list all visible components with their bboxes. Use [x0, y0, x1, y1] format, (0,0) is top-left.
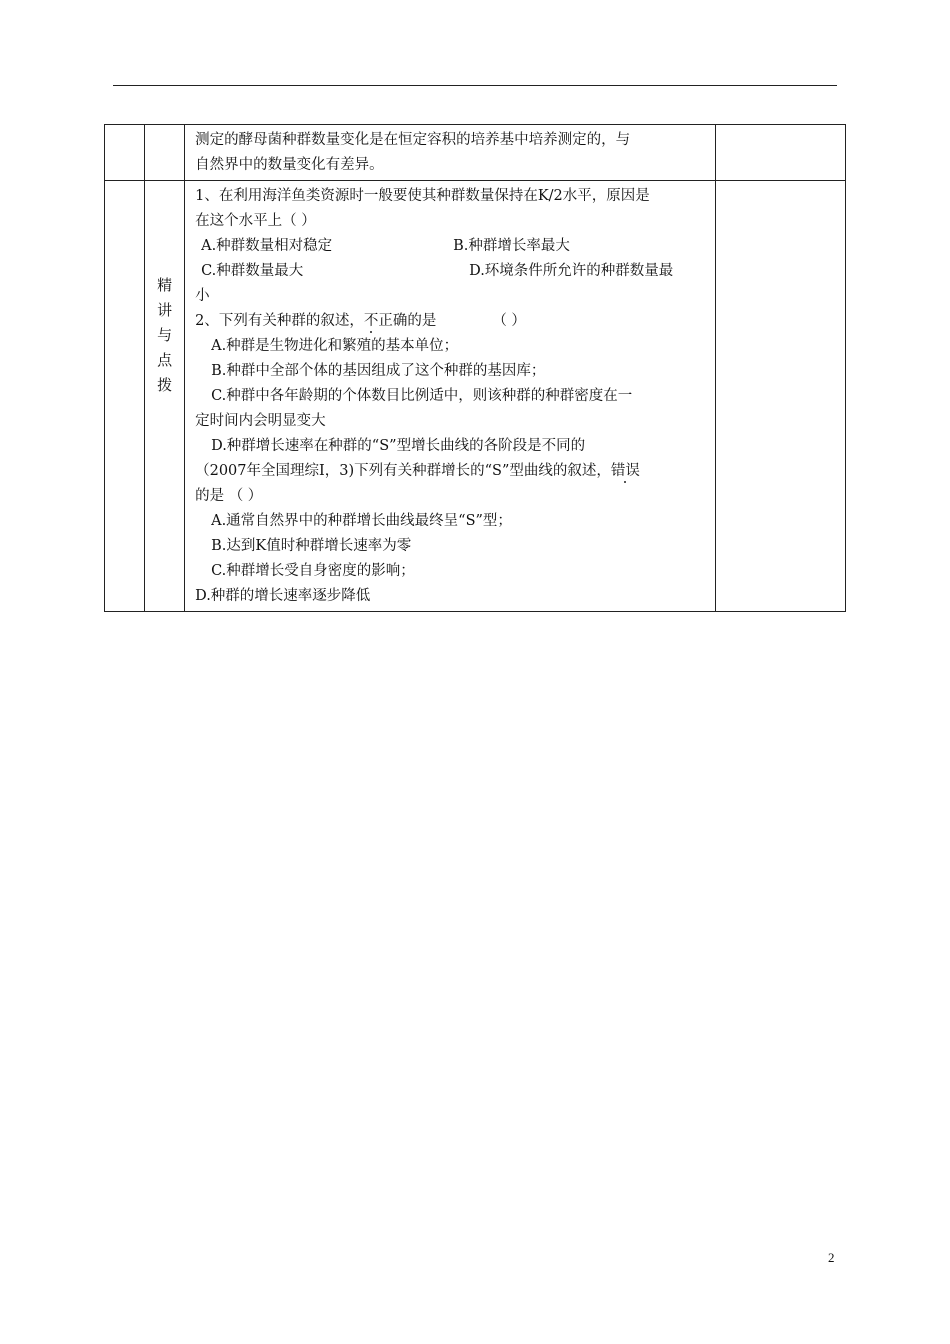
options-row	[195, 234, 709, 259]
option-d: D.种群增长速率在种群的“S”型增长曲线的各阶段是不同的	[211, 438, 586, 454]
notes-cell	[715, 125, 845, 181]
stem-text: （2007年全国理综Ⅰ，3)下列有关种群增长的“S”型曲线的叙述，	[195, 463, 611, 479]
question-1-stem: 在这个水平上（ ）	[195, 213, 316, 229]
section-label	[145, 181, 184, 398]
option-c: C.种群增长受自身密度的影响；	[211, 563, 415, 579]
option-d: D.种群的增长速率逐步降低	[195, 588, 371, 604]
notes-cell	[715, 181, 845, 612]
answer-paren: （ ）	[492, 313, 526, 329]
option-d-continued: 小	[195, 288, 210, 304]
label-char: 与	[157, 326, 173, 344]
option-b: B.种群增长率最大	[453, 238, 570, 254]
option-b: B.达到K值时种群增长速率为零	[211, 538, 412, 554]
option-a: A.种群是生物进化和繁殖的基本单位；	[211, 338, 459, 354]
option-c-continued: 定时间内会明显变大	[195, 413, 326, 429]
question-1-stem: 1、在利用海洋鱼类资源时一般要使其种群数量保持在K/2水平，原因是	[195, 188, 650, 204]
question-3-stem: 的是 （ ）	[195, 488, 263, 504]
table-row	[105, 125, 846, 181]
header-rule	[113, 85, 837, 86]
emphasis-text: 错误	[610, 463, 640, 479]
question-3-stem	[195, 459, 709, 484]
content-cell	[185, 125, 716, 181]
option-a: A.通常自然界中的种群增长曲线最终呈“S”型；	[211, 513, 512, 529]
section-label-cell	[145, 181, 185, 612]
emphasis-text: 不	[363, 313, 379, 329]
option-a: A.种群数量相对稳定	[201, 238, 333, 254]
options-row	[195, 259, 709, 284]
empty-cell	[145, 125, 185, 181]
option-b: B.种群中全部个体的基因组成了这个种群的基因库；	[211, 363, 546, 379]
page-number: 2	[828, 1250, 835, 1265]
label-char: 点	[157, 351, 173, 369]
table-row	[105, 181, 846, 612]
empty-cell	[105, 125, 145, 181]
option-c: C.种群中各年龄期的个体数目比例适中，则该种群的种群密度在一	[211, 388, 633, 404]
content-cell	[185, 181, 716, 612]
text-line: 测定的酵母菌种群数量变化是在恒定容积的培养基中培养测定的，与	[195, 132, 631, 148]
label-char: 拨	[157, 376, 173, 394]
text-line: 自然界中的数量变化有差异。	[195, 157, 384, 173]
option-d: D.环境条件所允许的种群数量最	[469, 263, 674, 279]
option-c: C.种群数量最大	[201, 263, 304, 279]
lesson-table	[104, 124, 846, 612]
stem-text: 2、下列有关种群的叙述，	[195, 313, 364, 329]
empty-cell	[105, 181, 145, 612]
label-char: 精	[157, 276, 173, 294]
stem-text: 正确的是	[378, 313, 437, 329]
label-char: 讲	[157, 301, 173, 319]
question-2-stem	[195, 309, 709, 334]
